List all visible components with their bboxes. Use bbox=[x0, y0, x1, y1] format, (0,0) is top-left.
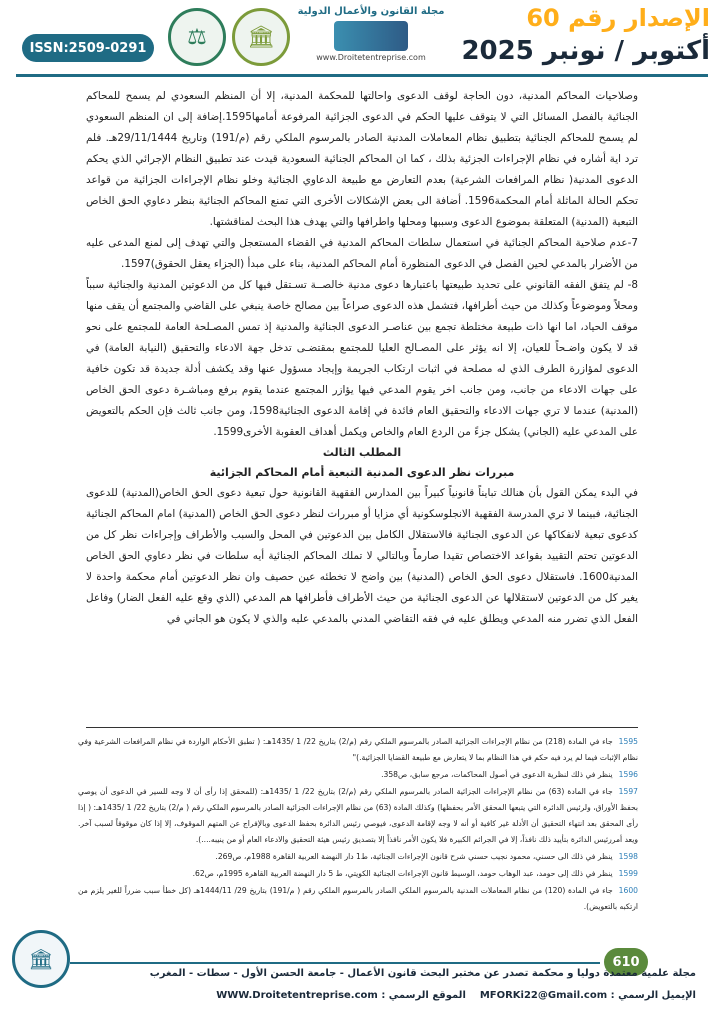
site-label: الموقع الرسمي : bbox=[381, 990, 466, 1001]
paragraph-1: وصلاحيات المحاكم المدنية، دون الحاجة لوقف الدعوى واحالتها للمحكمة المدنية، إلا أن المنظم السعودي لم يسمح للمحاكم الجنائية بالفصل المسائل التي لا يتوقف عليها الحكم في الدعوى الجزائية المرفوعة أمامها1595.إضافة إلى ان المنظم السعودي لم يسمح للمحاكم الجنائية بتطبيق نظام المعاملات المدنية الصادر بالمرسوم الملكي رقم (م/191) وتاريخ 29/11/1444هـ. فلم ترد اية أشاره في نظام الإجراءات الجزئية بذلك ، كما ان المحاكم الجنائية السعودية قيدت عند تطبيق النظام الإجرائي الذي يحكم الدعوى المدنية( نظام المرافعات الشرعية) بعدم التعارض مع طبيعة الدعاوي الجنائية وخلو نظام الإجراءات الجزائية من قواعد تحكم الحالة الماثلة أمام المحكمة1596. أضافة الى بعض الإشكالات الأخرى التي تمنع المحاكم الجنائية بنظر دعاوي الحق الخاص التبعية (المدنية) المتعلقة بموضوع الدعوى وسببها ومحلها واطرافها والتي يهدف هذا البحث لمناقشتها. bbox=[86, 90, 638, 228]
footer-logo-icon: 🏛 bbox=[12, 930, 70, 988]
lab-logo-icon: ⚖ bbox=[168, 8, 226, 66]
footnote-number: 1596 bbox=[618, 770, 638, 779]
section-heading: المطلب الثالث bbox=[322, 446, 402, 459]
footer-description: مجلة علمية معتمدة دوليا و محكمة تصدر عن مختبر البحث قانون الأعمال - جامعة الحسن الأول - سطات - المغرب bbox=[149, 968, 696, 979]
footnote bbox=[78, 734, 638, 766]
journal-url: www.Droitetentreprise.com bbox=[316, 53, 426, 62]
footer-contacts bbox=[76, 990, 696, 1001]
footnote-text: جاء في المادة (120) من نظام المعاملات المدنية بالمرسوم الملكي الصادر بالمرسوم الملكي رقم ( م/191) بتاريخ 29/ 1444/11هـ (كل خطأ سبب ضرراً للغير يلزم من ارتكبه بالتعويض). bbox=[78, 886, 638, 911]
main-content bbox=[86, 86, 638, 630]
footnote bbox=[78, 784, 638, 848]
section-subtitle: مبررات نظر الدعوى المدنية التبعية أمام المحاكم الجزائية bbox=[209, 466, 515, 479]
footnote bbox=[78, 767, 638, 783]
footnote-text: جاء في المادة (63) من نظام الإجراءات الجزائية الصادر بالمرسوم الملكي رقم (م/2) بتاريخ 22/ 1 /1435هـ: (للمحقق إذا رأى أن لا وجه للسير في الدعوى أن يوصي بحفظ الأوراق، ولرئيس الدائرة التي يتبعها المحقق الأمر بحفظها) وكذلك المادة (63) من نظام الإجراءات الجزائية الصادر بالمرسوم الملكي رقم ( م/2) بتاريخ 22/ 1 /1435هـ: ( إذا رأى المحقق بعد انتهاء التحقيق أن الأدلة غير كافية أو أنه لا وجه لإقامة الدعوى، فيوصي رئيس الدائرة بحفظ الدعوى وبالإفراج عن المتهم الموقوف، إلا إذا كان موقوفاً لسبب آخر. ويعد أمررئيس الدائرة بتأييد ذلك نافذاً، إلا في الجرائم الكبيرة فلا يكون الأمر نافذاً إلا بتصديق رئيس هيئة التحقيق والادعاء العام أو من ينيبه....). bbox=[78, 787, 638, 844]
university-logo-icon: 🏛 bbox=[232, 8, 290, 66]
page-number: 610 bbox=[604, 948, 648, 976]
paragraph-2: 7-عدم صلاحية المحاكم الجنائية في استعمال سلطات المحاكم المدنية في القضاء المستعجل والتي تهدف إلى لمنع المدعى عليه من الأضرار بالمدعي لحين الفصل في الدعوى المنظورة أمام المحاكم المدنية، بناء على مبدأ (الجزاء يعقل الحقوق)1597. bbox=[86, 237, 638, 270]
footnote-number: 1598 bbox=[618, 852, 638, 861]
paragraph-3: 8- لم يتفق الفقه القانوني على تحديد طبيعتها باعتبارها دعوى مدنية خالصــة تسـتقل فيها كل من الدعوتين المدنية والجنائية سبباً ومحلاً وموضوعاً وكذلك من حيث أطرافها، فتشمل هذه الدعوى صراعاً بين مصالح خاصة ينبغي على القاضي والمجتمع أن يقف منها موقف الحياد، اما انها ذات طبيعة مختلطة تجمع بين عناصـر الدعوى الجنائية والمدنية إذ تمس المصـلحة العامة للمجتمع على نحو قد لا يكون واضـحاً للعيان، إلا انه يؤثر على المصـالح العليا للمجتمع بمقتضـى تدخل جهة الادعاء والتحقيق (النيابة العامة) في الدعوى لمؤازرة الطرف الذي له مصلحة في اثبات ارتكاب الجريمة وإيجاد مسؤول عنها وقد يكشف أدلة جديدة قد تكون خافية على جهات الادعاء من جانب، ومن جانب اخر يقوم المدعي فيها يؤازر المجتمع عندما يقوم برفع ومباشـرة دعوى الحق الخاص (المدنية) عندما لا تري جهات الادعاء والتحقيق العام فائدة في إقامة الدعوى الجنائية1598، ومن جانب ثالث فإن الحكم بالتعويض على المدعي عليه (الجاني) يشكل جزءً من الردع العام والخاص ويكمل أهداف العقوبة الأخرى1599. bbox=[86, 279, 638, 438]
header-divider bbox=[16, 74, 708, 77]
footnote bbox=[78, 866, 638, 882]
paragraph-4: في البدء يمكن القول بأن هنالك تبايناً قانونياً كبيراً بين المدارس الفقهية القانونية حول تبعية دعوى الحق الخاص(المدنية) للدعوى الجنائية، فبينما لا تري المدرسة الفقهية الانجلوسكونية أي مزايا أو مبررات لنظر دعوى الحق الخاص (المدنية) امام المحاكم الجنائية كدعوى تبعية لانفكاكها عن الدعوى الجنائية فالاستقلال الكامل بين الدعوتين في المحل والسبب والأطراف وإجراءات نظر كل من الدعوتين تحتم التقييد بقواعد الاختصاص تقيدا صارماً وبالتالي لا تملك المحاكم الجنائية أيه سلطات في نظر دعاوي الحق الخاص المدنية1600. فاستقلال دعوى الحق الخاص (المدنية) بين واضح لا تخطئه عين حصيف وان نظر الدعوتين أمام محكمة واحدة لا يغير كل من الدعوتين لاستقلالها عن الدعوى الجنائية من حيث الأطراف فأطرافها هم المدعي (الذي وقع عليه الفعل الضار) وفاعل الفعل الذي تضرر منه المدعي ويطلق عليه في فقه التقاضي المدني بالمدعي عليه والذي لا يكون هو الجاني في bbox=[86, 487, 638, 625]
issue-date: أكتوبر / نونبر 2025 bbox=[461, 36, 710, 66]
footnote-number: 1595 bbox=[618, 737, 638, 746]
site-link[interactable]: WWW.Droitetentreprise.com bbox=[216, 990, 378, 1001]
footer-divider bbox=[70, 962, 600, 964]
footnote-divider bbox=[86, 727, 638, 728]
footnote-number: 1599 bbox=[618, 869, 638, 878]
issue-label: الإصدار رقم 60 bbox=[526, 4, 710, 32]
footnotes bbox=[78, 734, 638, 916]
journal-title: مجلة القانون والأعمال الدولية bbox=[297, 6, 445, 17]
email-link[interactable]: MFORKi22@Gmail.com bbox=[479, 990, 608, 1001]
footnote-number: 1597 bbox=[618, 787, 638, 796]
footnote bbox=[78, 883, 638, 915]
footnote-text: ينظر في ذلك الى حسني، محمود نجيب حسني شرح قانون الإجراءات الجنائية، ط1 دار النهضة العربية القاهرة 1988م، ص269. bbox=[215, 852, 613, 861]
issue-info bbox=[460, 4, 710, 66]
footnote bbox=[78, 849, 638, 865]
footnote-text: ينظر في ذلك إلى حومد، عبد الوهاب حومد، الوسيط قانون الإجراءات الجنائية الكويتي، ط 5 دار النهضة العربية القاهرة 1995م، ص62. bbox=[192, 869, 613, 878]
footnote-text: ينظر في ذلك لنظرية الدعوى في أصول المحاكمات، مرجع سابق، ص358. bbox=[381, 770, 613, 779]
journal-logo bbox=[296, 6, 446, 68]
page-header bbox=[0, 0, 724, 98]
footnote-text: جاء في المادة (218) من نظام الإجراءات الجزائية الصادر بالمرسوم الملكي رقم (م/2) بتاريخ 22/ 1 /1435هـ: ( تطبق الأحكام الواردة في نظام المرافعات الشرعية وفي نظام الإثبات فيما لم يرد فيه حكم في هذا النظام بما لا يتعارض مع طبيعة القضايا الجزائية.)" bbox=[78, 737, 638, 762]
book-icon bbox=[334, 21, 408, 51]
email-label: الإيميل الرسمي : bbox=[610, 990, 696, 1001]
issn-badge: ISSN:2509-0291 bbox=[22, 34, 154, 62]
footnote-number: 1600 bbox=[618, 886, 638, 895]
